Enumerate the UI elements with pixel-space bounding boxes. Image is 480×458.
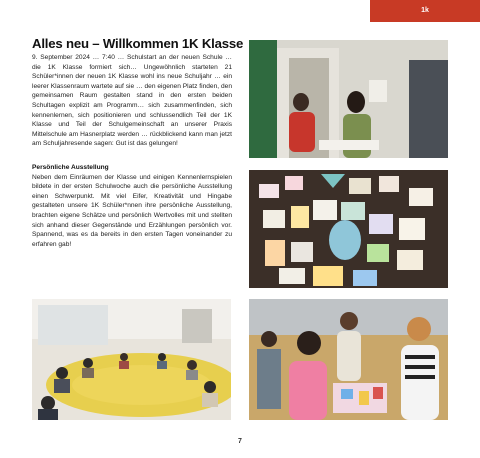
section-heading: Persönliche Ausstellung [32,163,109,171]
section-tag: 1k [370,0,480,22]
photo-classroom-door [249,40,448,158]
page-number: 7 [238,438,242,445]
article-column [32,36,244,249]
photo-exhibition-wall [249,170,448,288]
article-title: Alles neu – Willkommen 1K Klasse [32,36,244,51]
section-body: Neben dem Einräumen der Klasse und einigen Kennenlernspielen bildete in der ersten Schulwoche auch die persönliche Ausstellung einen Schwerpunkt. Mit viel Eifer, Kreativität und Hingabe gestalteten unsere 1K Schüler*nnen ihre persönliche Ausstellung, brachten eigene Schätze und persönlich Wertvolles mit und stellten sich anhand dieser Gegenstände und Erzählungen persönlich vor. Spannend, was es da bereits in den ersten Tagen voneinander zu erfahren gab! [32,173,232,248]
photo-students-presenting [249,299,448,420]
photo-circle-meeting [32,299,231,420]
article-intro: 9. September 2024 … 7:40 … Schulstart an der neuen Schule … die 1K Klasse formiert sich… Ungewöhnlich starteten 21 Schüler*innen der neuen 1K Klasse wohl ins neue Schuljahr … ein leerer Klassenraum wartete auf sie … den eigenen Platz finden, den gemeinsamen Raum gestalten stand in den ersten beiden Schultagen explizit am Programm… sich zusammenfinden, sich kennenlernen, sich positionieren und schlussendlich Teil der 1K Klasse und Teil der Schulgemeinschaft an unserer Praxis Mittelschule am Hasnerplatz werden … rückblickend kann man jetzt am Schuljahresende sagen: Gut ist das gelungen! [32,54,232,148]
